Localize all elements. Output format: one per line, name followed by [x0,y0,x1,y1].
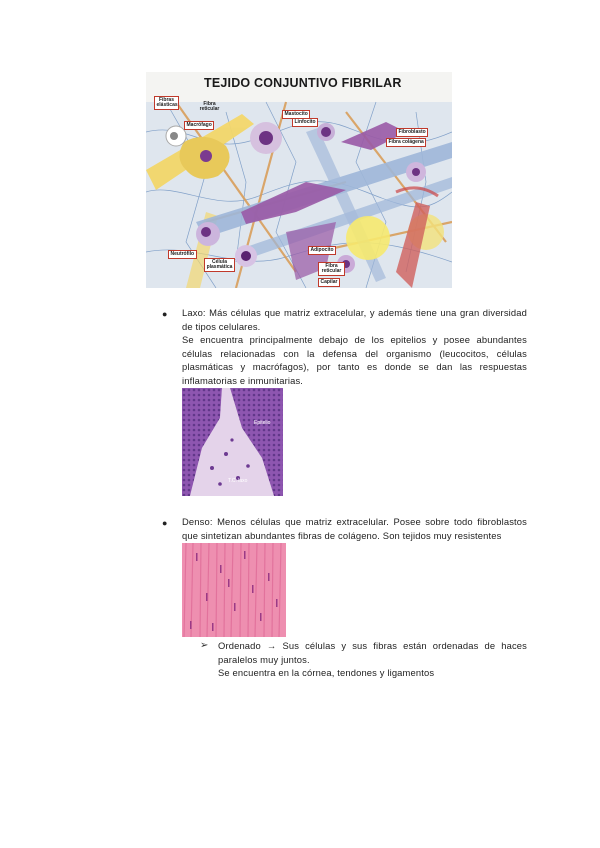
ordenado-definition: Ordenado → Sus células y sus fibras están ordenadas de haces paralelos muy juntos. [218,640,527,665]
laxo-paragraph [182,306,527,388]
label-fibra-reticular-bottom: Fibra reticular [318,262,345,276]
label-fibroblasto: Fibroblasto [396,128,428,137]
denso-micrograph-drawing [182,543,286,637]
denso-micrograph [182,543,286,637]
label-mastocito: Mastocito [282,110,310,119]
bullet-icon: ● [162,309,168,319]
laxo-micrograph [182,388,283,496]
connective-tissue-illustration [146,72,452,288]
laxo-definition: Laxo: Más células que matriz extracelular, y además tiene una gran diversidad de tipos celulares. [182,307,527,332]
ordenado-paragraph [218,639,527,680]
laxo-description: Se encuentra principalmente debajo de los epitelios y posee abundantes células relacionadas con la defensa del organismo (leucocitos, células plasmáticas y macrófagos), por tanto es donde se dan las respuestas inflamatorias e inmunitarias. [182,334,527,386]
label-fibra-reticular-top: Fibra reticular [199,100,220,113]
label-macrofago: Macrófago [184,121,214,130]
bullet-icon: ● [162,518,168,528]
denso-paragraph: Denso: Menos células que matriz extracelular. Posee sobre todo fibroblastos que sintetizan abundantes fibras de colágeno. Son tejidos muy resistentes [182,516,527,541]
label-linfocito: Linfocito [292,118,318,127]
figure-title: TEJIDO CONJUNTIVO FIBRILAR [204,76,402,90]
label-fibra-colagena: Fibra colágena [386,138,426,147]
ordenado-location: Se encuentra en la córnea, tendones y ligamentos [218,667,435,679]
arrow-bullet-icon: ➢ [200,640,209,651]
label-fibras-elasticas: Fibras elásticas [154,96,179,110]
label-celula-plasmatica: Célula plasmática [204,258,235,272]
micrograph-label-epitelio: Epitelio [254,420,271,426]
label-adipocito: Adipocito [308,246,336,255]
label-capilar: Capilar [318,278,340,287]
micrograph-label-tc-laxo: T.C. laxo [228,478,248,484]
label-neutrofilo: Neutrófilo [168,250,197,259]
